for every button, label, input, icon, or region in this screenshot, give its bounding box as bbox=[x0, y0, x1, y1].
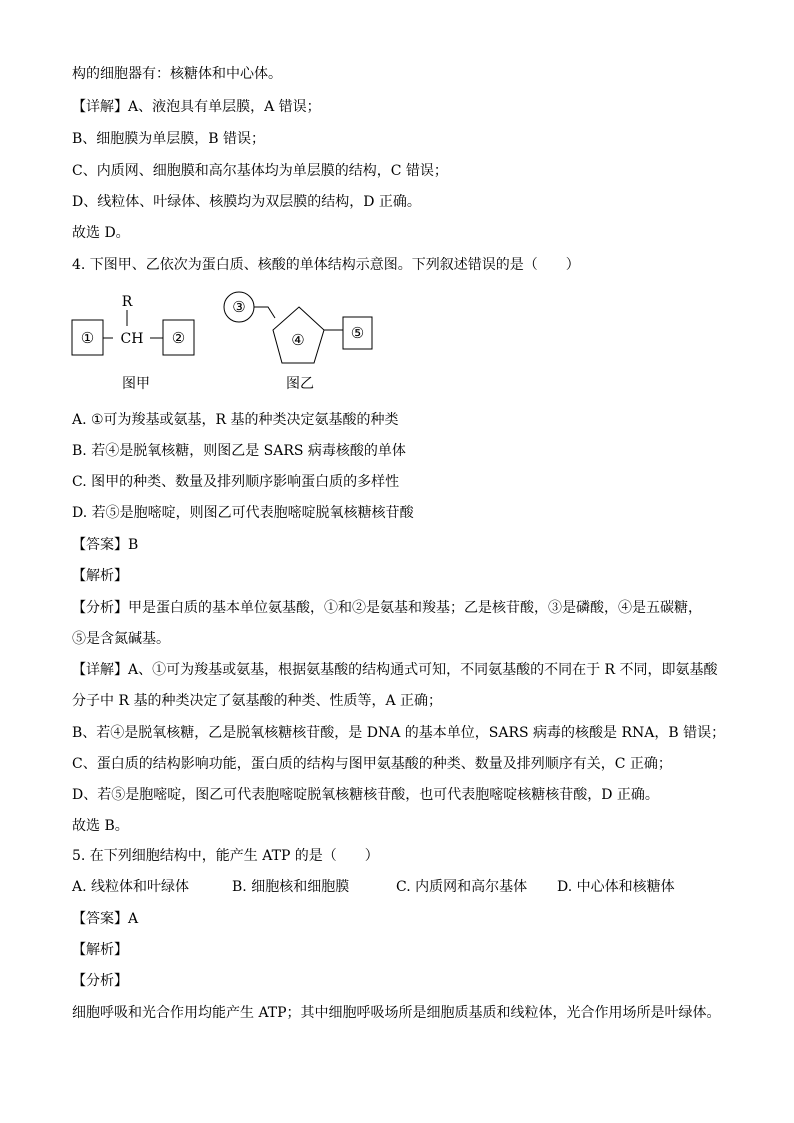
question-5-answer: 【答案】A bbox=[72, 911, 139, 927]
question-4-answer: 【答案】B bbox=[72, 537, 139, 553]
question-4-stem: 4. 下图甲、乙依次为蛋白质、核酸的单体结构示意图。下列叙述错误的是（ ） bbox=[72, 257, 580, 273]
ch-label: CH bbox=[120, 331, 144, 347]
question-4-analysis-2: ⑤是含氮碱基。 bbox=[72, 631, 170, 647]
question-4-option-c: C. 图甲的种类、数量及排列顺序影响蛋白质的多样性 bbox=[72, 474, 400, 490]
question-4-detail-b: B、若④是脱氧核糖，乙是脱氧核糖核苷酸，是 DNA 的基本单位，SARS 病毒的核酸是 RNA，B 错误； bbox=[72, 725, 726, 741]
text-line: 构的细胞器有：核糖体和中心体。 bbox=[72, 66, 282, 82]
box-1-label: ① bbox=[80, 329, 95, 347]
question-4-detail-1: 【详解】A、①可为羧基或氨基，根据氨基酸的结构通式可知，不同氨基酸的不同在于 R 不同，即氨基酸 bbox=[72, 662, 718, 678]
base-box-label: ⑤ bbox=[350, 324, 365, 342]
question-4-detail-d: D、若⑤是胞嘧啶，图乙可代表胞嘧啶脱氧核糖核苷酸，也可代表胞嘧啶核糖核苷酸，D 正确。 bbox=[72, 787, 659, 803]
question-5-option-b: B. 细胞核和细胞膜 bbox=[232, 879, 350, 895]
question-5-option-a: A. 线粒体和叶绿体 bbox=[72, 879, 190, 895]
question-5-fenxi-title: 【分析】 bbox=[72, 973, 128, 989]
question-4-analysis-title: 【解析】 bbox=[72, 568, 128, 584]
detail-line-d: D、线粒体、叶绿体、核膜均为双层膜的结构，D 正确。 bbox=[72, 194, 421, 210]
caption-jia: 图甲 bbox=[122, 376, 150, 392]
question-4-option-b: B. 若④是脱氧核糖，则图乙是 SARS 病毒核酸的单体 bbox=[72, 443, 406, 459]
caption-yi: 图乙 bbox=[286, 376, 314, 392]
question-4-option-d: D. 若⑤是胞嘧啶，则图乙可代表胞嘧啶脱氧核糖核苷酸 bbox=[72, 505, 414, 521]
r-group-label: R bbox=[121, 294, 133, 310]
question-5-option-d: D. 中心体和核糖体 bbox=[557, 879, 675, 895]
question-5-option-c: C. 内质网和高尔基体 bbox=[396, 879, 528, 895]
question-4-detail-2: 分子中 R 基的种类决定了氨基酸的种类、性质等，A 正确； bbox=[72, 693, 443, 709]
question-4-choose: 故选 B。 bbox=[72, 818, 129, 834]
detail-line: 【详解】A、液泡具有单层膜，A 错误； bbox=[72, 99, 321, 115]
phosphate-bond bbox=[254, 307, 275, 318]
question-5-stem: 5. 在下列细胞结构中，能产生 ATP 的是（ ） bbox=[72, 848, 379, 864]
detail-line-b: B、细胞膜为单层膜，B 错误； bbox=[72, 131, 266, 147]
question-5-analysis-1: 细胞呼吸和光合作用均能产生 ATP；其中细胞呼吸场所是细胞质基质和线粒体，光合作用场所是叶绿体。 bbox=[72, 1005, 721, 1021]
figure-monomers bbox=[68, 288, 388, 398]
question-5-analysis-title: 【解析】 bbox=[72, 942, 128, 958]
choose-line: 故选 D。 bbox=[72, 225, 130, 241]
detail-line-c: C、内质网、细胞膜和高尔基体均为单层膜的结构，C 错误； bbox=[72, 163, 448, 179]
question-4-analysis-1: 【分析】甲是蛋白质的基本单位氨基酸，①和②是氨基和羧基；乙是核苷酸，③是磷酸，④是五碳糖， bbox=[72, 600, 702, 616]
pentagon-label: ④ bbox=[291, 331, 305, 349]
circle-label: ③ bbox=[232, 298, 246, 316]
question-4-detail-c: C、蛋白质的结构影响功能，蛋白质的结构与图甲氨基酸的种类、数量及排列顺序有关，C 正确； bbox=[72, 756, 672, 772]
box-2-label: ② bbox=[171, 329, 186, 347]
question-4-option-a: A. ①可为羧基或氨基，R 基的种类决定氨基酸的种类 bbox=[72, 412, 399, 428]
